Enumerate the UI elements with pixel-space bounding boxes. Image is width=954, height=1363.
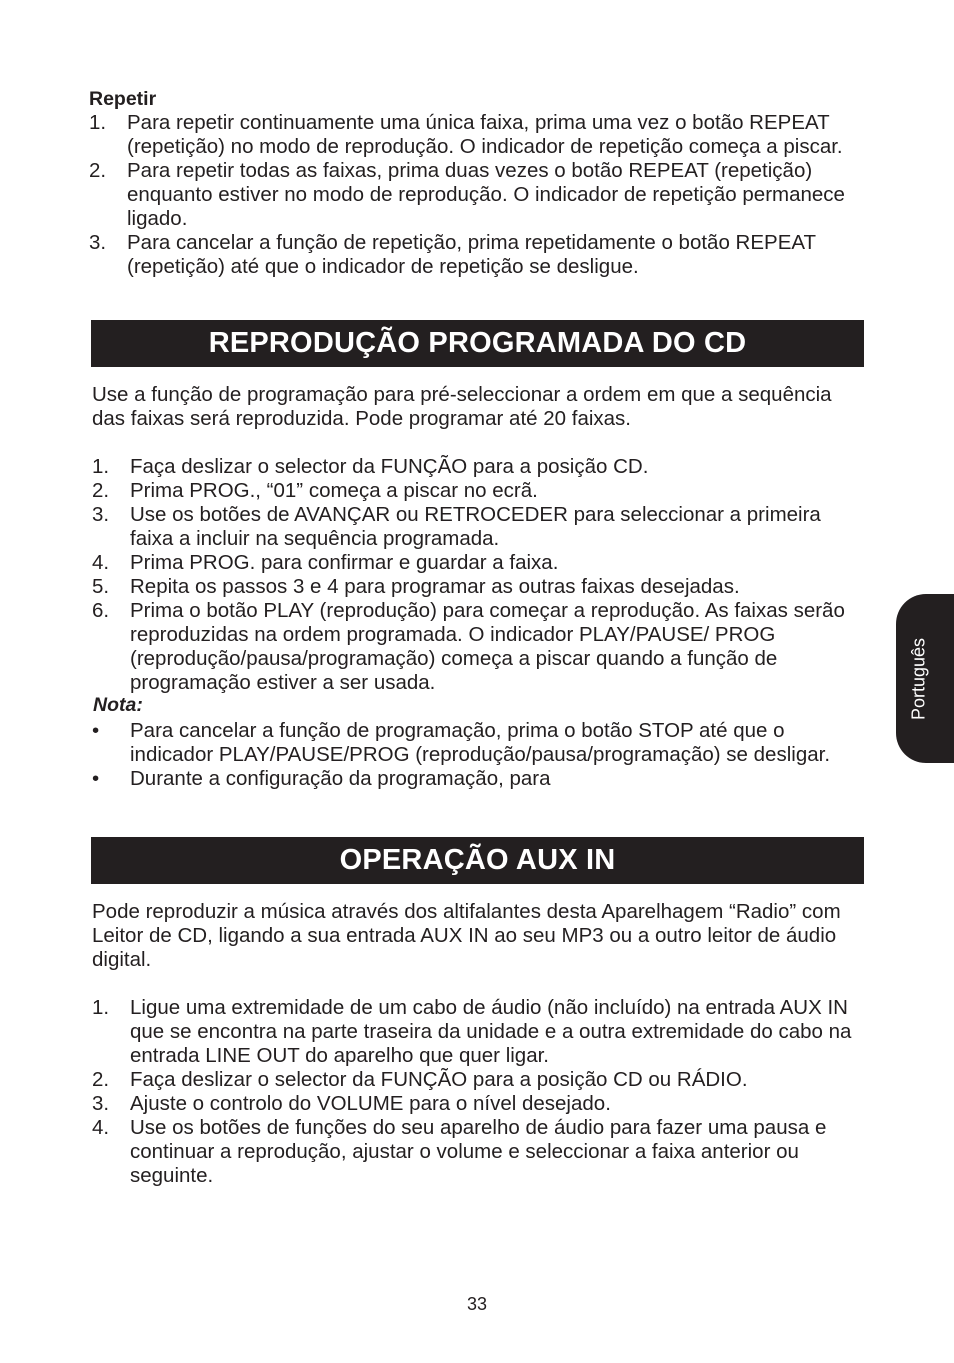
item-text: Faça deslizar o selector da FUNÇÃO para a posição CD.	[130, 455, 649, 478]
item-text: Ligue uma extremidade de um cabo de áudio (não incluído) na entrada AUX IN que se encontra na parte traseira da unidade e a outra extremidade do cabo na entrada LINE OUT do aparelho que quer ligar.	[130, 996, 852, 1067]
list-item	[92, 1068, 852, 1092]
program-notes	[92, 719, 852, 791]
list-item	[92, 767, 852, 791]
program-steps	[92, 455, 852, 695]
list-item	[92, 455, 852, 479]
list-item	[89, 111, 849, 159]
list-item	[92, 996, 852, 1068]
aux-steps	[92, 996, 852, 1188]
page-number: 33	[466, 1294, 488, 1314]
program-intro: Use a função de programação para pré-seleccionar a ordem em que a sequência das faixas será reproduzida. Pode programar até 20 faixas.	[92, 383, 832, 430]
item-number: 6.	[92, 599, 110, 622]
item-number: 4.	[92, 1116, 110, 1139]
item-number: 5.	[92, 575, 110, 598]
item-number: 1.	[89, 111, 107, 134]
bullet: •	[92, 719, 100, 742]
aux-intro: Pode reproduzir a música através dos altifalantes desta Aparelhagem “Radio” com Leitor de CD, ligando a sua entrada AUX IN ao seu MP3 ou a outro leitor de áudio digital.	[92, 900, 841, 971]
list-item	[89, 159, 849, 231]
list-item	[92, 551, 852, 575]
item-text: Prima o botão PLAY (reprodução) para começar a reprodução. As faixas serão reproduzidas na ordem programada. O indicador PLAY/PAUSE/ PROG (reprodução/pausa/programação) começa a piscar quando a função de programação estiver a ser usada.	[130, 599, 845, 694]
item-number: 2.	[92, 1068, 110, 1091]
item-text: Faça deslizar o selector da FUNÇÃO para a posição CD ou RÁDIO.	[130, 1068, 748, 1091]
item-number: 4.	[92, 551, 110, 574]
item-text: Use os botões de funções do seu aparelho de áudio para fazer uma pausa e continuar a reprodução, ajustar o volume e seleccionar a faixa anterior ou seguinte.	[130, 1116, 827, 1187]
item-text: Prima PROG., “01” começa a piscar no ecrã.	[130, 479, 538, 502]
item-text: Ajuste o controlo do VOLUME para o nível desejado.	[130, 1092, 611, 1115]
repeat-heading: Repetir	[89, 88, 157, 110]
list-item	[92, 503, 852, 551]
language-tab-label: Português	[908, 637, 929, 720]
bullet: •	[92, 767, 100, 790]
section-title-program: REPRODUÇÃO PROGRAMADA DO CD	[91, 320, 864, 367]
item-text: Para cancelar a função de programação, prima o botão STOP até que o indicador PLAY/PAUSE/PROG (reprodução/pausa/programação) se desligar.	[130, 719, 831, 766]
item-number: 2.	[92, 479, 110, 502]
item-text: Para repetir continuamente uma única faixa, prima uma vez o botão REPEAT (repetição) no modo de reprodução. O indicador de repetição começa a piscar.	[127, 111, 843, 158]
list-item	[92, 1116, 852, 1188]
item-number: 2.	[89, 159, 107, 182]
item-number: 3.	[92, 1092, 110, 1115]
list-item	[92, 575, 852, 599]
item-number: 3.	[92, 503, 110, 526]
list-item	[92, 1092, 852, 1116]
item-number: 1.	[92, 455, 110, 478]
language-tab	[896, 594, 954, 763]
repeat-list	[89, 111, 849, 279]
list-item	[92, 479, 852, 503]
list-item	[92, 719, 852, 767]
item-number: 3.	[89, 231, 107, 254]
note-label: Nota:	[93, 694, 143, 716]
item-text: Use os botões de AVANÇAR ou RETROCEDER para seleccionar a primeira faixa a incluir na sequência programada.	[130, 503, 821, 550]
item-number: 1.	[92, 996, 110, 1019]
item-text: Para repetir todas as faixas, prima duas vezes o botão REPEAT (repetição) enquanto estiver no modo de reprodução. O indicador de repetição permanece ligado.	[127, 159, 845, 230]
list-item	[89, 231, 849, 279]
item-text: Repita os passos 3 e 4 para programar as outras faixas desejadas.	[130, 575, 740, 598]
section-title-aux: OPERAÇÃO AUX IN	[91, 837, 864, 884]
item-text: Para cancelar a função de repetição, prima repetidamente o botão REPEAT (repetição) até que o indicador de repetição se desligue.	[127, 231, 816, 278]
item-text: Durante a configuração da programação, para	[130, 767, 551, 790]
item-text: Prima PROG. para confirmar e guardar a faixa.	[130, 551, 559, 574]
list-item	[92, 599, 852, 695]
